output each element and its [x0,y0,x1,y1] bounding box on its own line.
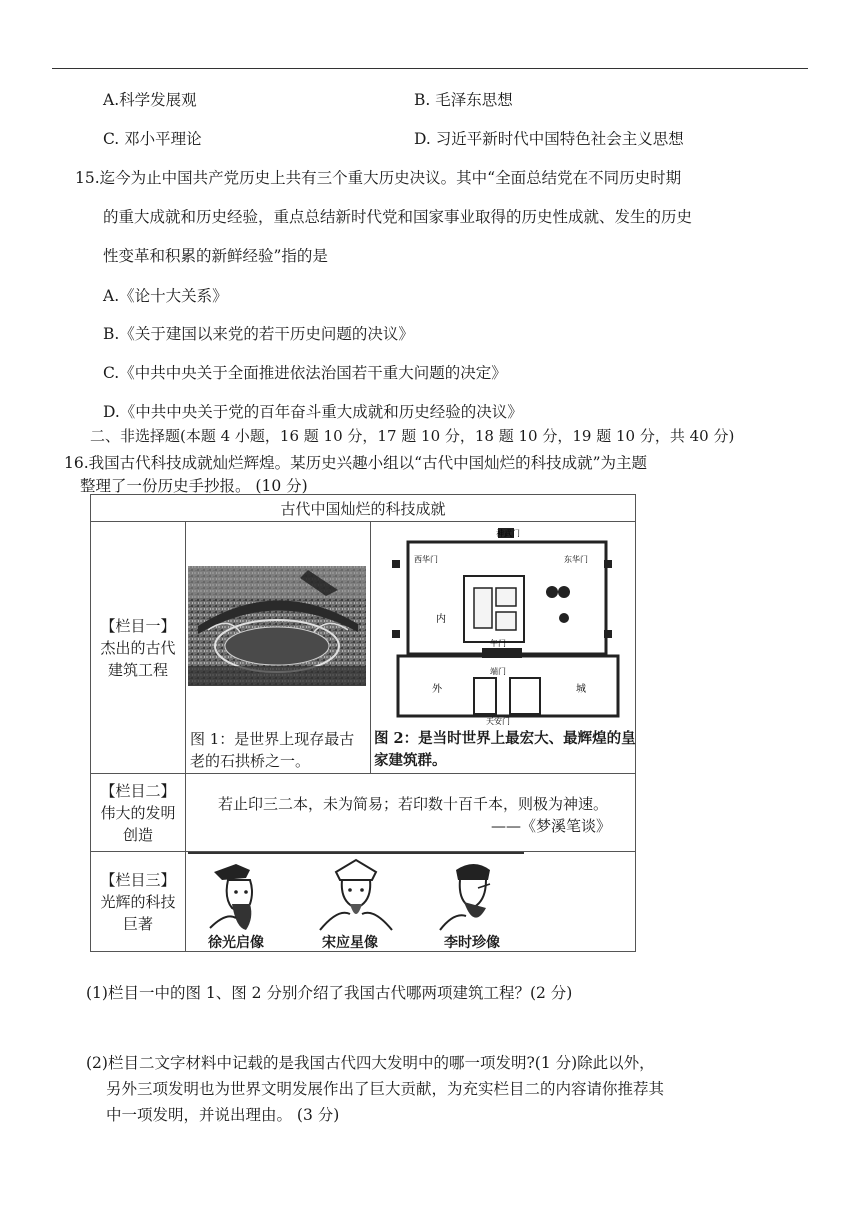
column3-label [91,852,186,952]
map-label-inner: 内 [436,614,446,625]
column1-label [91,522,186,774]
song-yingxing-label: 宋应星像 [322,935,378,951]
q14-option-c: C. 邓小平理论 [103,130,202,148]
column2-label-line2: 伟大的发明 [100,803,176,822]
li-shizhen-label: 李时珍像 [444,935,500,951]
column2-content [186,774,636,852]
column2-label-line1: 【栏目二】 [100,781,176,800]
q14-option-a: A.科学发展观 [103,91,197,109]
map-label-city: 城 [576,684,586,695]
xu-guangqi-label: 徐光启像 [208,935,264,951]
column2-label-line3: 创造 [122,825,153,844]
section2-heading: 二、非选择题(本题 4 小题，16 题 10 分，17 题 10 分，18 题 10 分，19 题 10 分，共 40 分) [90,427,735,445]
column2-label [91,774,186,852]
handout-title: 古代中国灿烂的科技成就 [91,495,636,522]
map-label-north-gate: 神武门 [496,529,520,538]
q16-sub2-line2: 另外三项发明也为世界文明发展作出了巨大贡献，为充实栏目二的内容请你推荐其 [106,1080,665,1098]
handout-table [90,494,636,952]
map-label-west-gate: 西华门 [414,555,438,564]
map-label-tiananmen: 天安门 [486,717,510,726]
q15-stem-line1: 15.迄今为止中国共产党历史上共有三个重大历史决议。其中“全面总结党在不同历史时期 [75,169,682,187]
map-label-meridian-gate: 午门 [490,639,506,648]
column3-content [186,852,636,952]
q14-option-b: B. 毛泽东思想 [414,91,513,109]
portraits-panel [188,852,524,954]
figure1-caption: 图 1：是世界上现存最古老的石拱桥之一。 [190,730,355,770]
map-label-outer: 外 [432,684,442,695]
q16-stem-line1: 16.我国古代科技成就灿烂辉煌。某历史兴趣小组以“古代中国灿烂的科技成就”为主题 [64,454,648,472]
li-shizhen-portrait [438,858,508,932]
q15-option-d: D.《中共中央关于党的百年奋斗重大成就和历史经验的决议》 [103,403,523,421]
q15-option-b: B.《关于建国以来党的若干历史问题的决议》 [103,325,414,343]
q14-option-d: D. 习近平新时代中国特色社会主义思想 [414,130,684,148]
column3-label-line2: 光辉的科技 [100,892,176,911]
zhaozhou-bridge-image [188,566,366,686]
column1-label-line1: 【栏目一】 [100,616,176,635]
map-label-duan-gate: 端门 [490,667,506,676]
column3-label-line1: 【栏目三】 [100,870,176,889]
q16-stem-line2: 整理了一份历史手抄报。 (10 分) [80,477,308,495]
column1-label-line2: 杰出的古代 [100,638,176,657]
header-rule [52,68,808,69]
mengxi-quote: 若止印三二本，未为简易；若印数十百千本，则极为神速。 [218,795,609,813]
map-label-east-gate: 东华门 [564,555,588,564]
figure2-caption: 图 2：是当时世界上最宏大、最辉煌的皇家建筑群。 [374,730,636,769]
column3-label-line3: 巨著 [122,914,153,933]
q15-stem-line2: 的重大成就和历史经验，重点总结新时代党和国家事业取得的历史性成就、发生的历史 [103,208,693,226]
q16-sub2-line3: 中一项发明，并说出理由。 (3 分) [106,1106,340,1124]
figure-divider [370,522,371,774]
q15-option-c: C.《中共中央关于全面推进依法治国若干重大问题的决定》 [103,364,507,382]
q15-option-a: A.《论十大关系》 [103,287,228,305]
q16-sub1: (1)栏目一中的图 1、图 2 分别介绍了我国古代哪两项建筑工程？(2 分) [86,984,573,1002]
forbidden-city-map [378,526,632,728]
xu-guangqi-portrait [206,858,276,932]
q16-sub2-line1: (2)栏目二文字材料中记载的是我国古代四大发明中的哪一项发明?(1 分)除此以外， [86,1054,655,1072]
column1-content [186,522,636,774]
song-yingxing-portrait [316,858,396,932]
q15-stem-line3: 性变革和积累的新鲜经验”指的是 [103,247,328,265]
column1-label-line3: 建筑工程 [107,660,168,679]
quote-source: ——《梦溪笔谈》 [490,817,611,835]
